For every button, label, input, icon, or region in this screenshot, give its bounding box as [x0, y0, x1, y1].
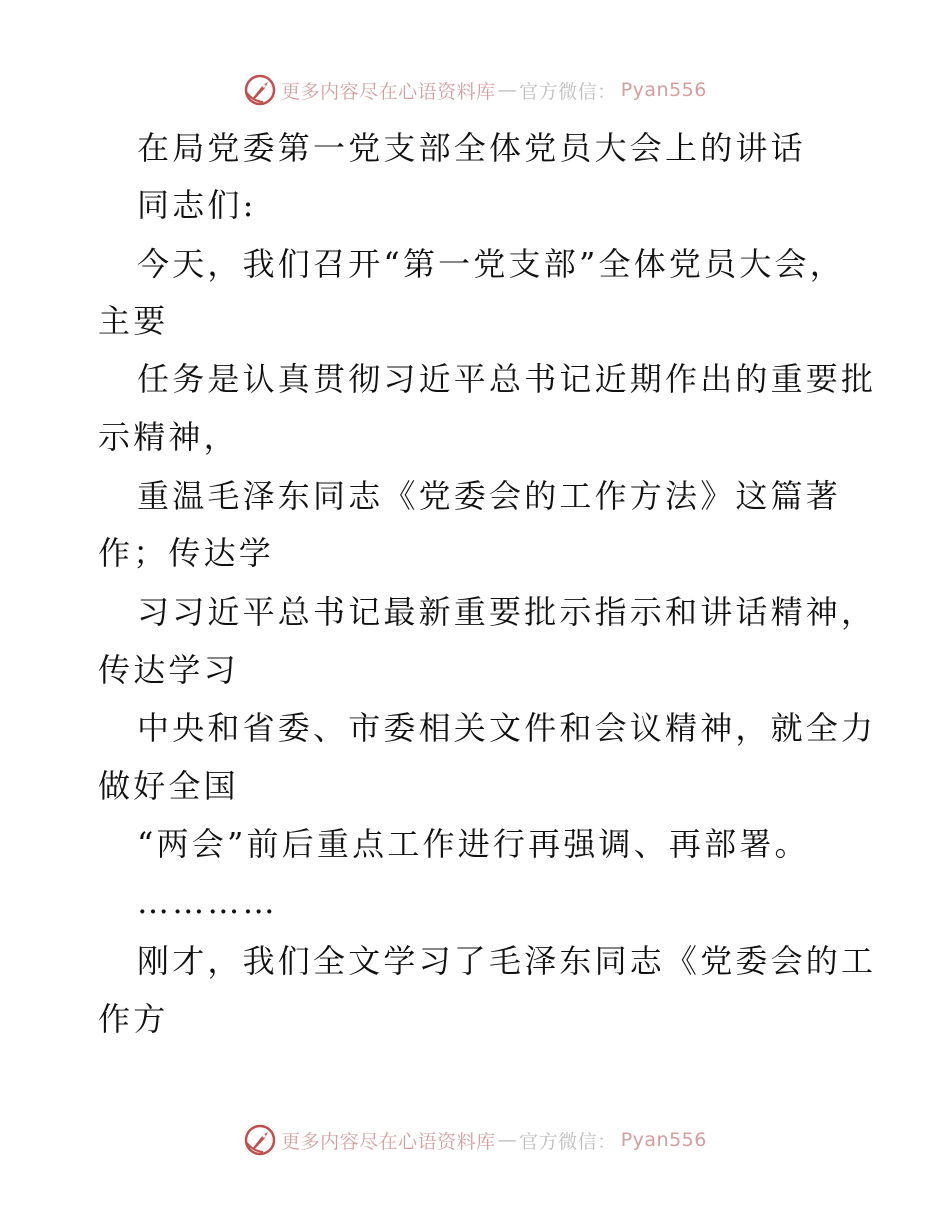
ellipsis-line: …………: [137, 883, 278, 921]
document-title: 在局党委第一党支部全体党员大会上的讲话: [137, 129, 806, 167]
watermark-separator: —: [497, 79, 518, 101]
paragraph-line: 中央和省委、市委相关文件和会议精神，就全力: [137, 709, 877, 747]
salutation: 同志们:: [137, 186, 257, 224]
paragraph-line: 作方: [98, 1000, 169, 1038]
paragraph-line: 重温毛泽东同志《党委会的工作方法》这篇著: [137, 477, 842, 515]
watermark-wechat-id: Pyan556: [620, 1129, 707, 1151]
paragraph-line: 作；传达学: [98, 534, 275, 572]
watermark-text: 更多内容尽在心语资料库: [281, 80, 496, 103]
paragraph-line: 传达学习: [98, 651, 239, 689]
watermark-separator: —: [497, 1129, 518, 1151]
paragraph-line: 习习近平总书记最新重要批示指示和讲话精神，: [137, 593, 877, 631]
header-watermark: [0, 70, 950, 110]
footer-watermark: [0, 1120, 950, 1160]
paragraph-line: 做好全国: [98, 767, 239, 805]
watermark-wechat-id: Pyan556: [620, 79, 707, 101]
paragraph-line: 主要: [98, 302, 169, 340]
paragraph-line: 任务是认真贯彻习近平总书记近期作出的重要批: [137, 360, 877, 398]
watermark-wechat-label: 官方微信：: [519, 1130, 617, 1153]
watermark-text: 更多内容尽在心语资料库: [281, 1130, 496, 1153]
paragraph-line: 今天，我们召开“第一党支部”全体党员大会，: [137, 245, 845, 283]
paragraph-line: 刚才，我们全文学习了毛泽东同志《党委会的工: [137, 942, 877, 980]
watermark-wechat-label: 官方微信：: [519, 80, 617, 103]
pen-nib-circle-icon: [243, 1123, 277, 1157]
paragraph-line: “两会”前后重点工作进行再强调、再部署。: [137, 825, 810, 863]
pen-nib-circle-icon: [243, 73, 277, 107]
paragraph-line: 示精神，: [98, 418, 239, 456]
